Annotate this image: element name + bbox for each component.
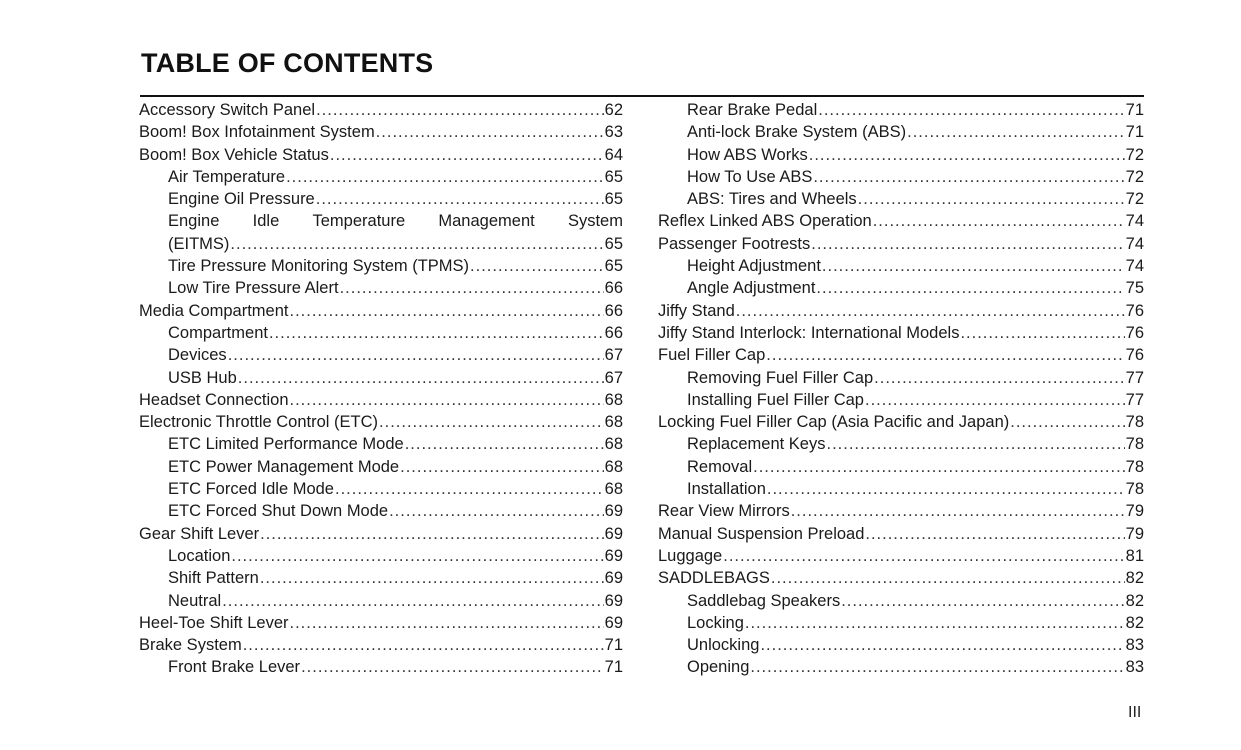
toc-entry-page: 71 bbox=[1125, 123, 1144, 142]
toc-entry-label: Replacement Keys bbox=[687, 435, 826, 454]
page-number: III bbox=[1128, 704, 1142, 721]
toc-entry-page: 66 bbox=[604, 279, 623, 298]
toc-entry-page: 63 bbox=[604, 123, 623, 142]
toc-entry-page: 65 bbox=[604, 234, 623, 253]
toc-entry-page: 72 bbox=[1125, 167, 1144, 186]
toc-entry-page: 67 bbox=[604, 368, 623, 387]
toc-entry-label: How ABS Works bbox=[687, 145, 808, 164]
toc-entry-label: Media Compartment bbox=[139, 301, 289, 320]
toc-entry-label: Manual Suspension Preload bbox=[658, 524, 865, 543]
toc-entry-label: Saddlebag Speakers bbox=[687, 591, 841, 610]
toc-entry-label: Removal bbox=[687, 457, 753, 476]
toc-entry[interactable] bbox=[658, 612, 1144, 634]
toc-entry-page: 72 bbox=[1125, 145, 1144, 164]
toc-entry[interactable] bbox=[139, 545, 623, 567]
toc-entry-label: Boom! Box Infotainment System bbox=[139, 123, 375, 142]
toc-entry-label: How To Use ABS bbox=[687, 167, 813, 186]
toc-entry-page: 67 bbox=[604, 346, 623, 365]
toc-entry-page: 78 bbox=[1125, 435, 1144, 454]
toc-entry-label: Accessory Switch Panel bbox=[139, 101, 316, 119]
toc-entry-label: SADDLEBAGS bbox=[658, 569, 770, 588]
toc-entry-label: Angle Adjustment bbox=[687, 279, 816, 298]
toc-entry-label: Jiffy Stand bbox=[658, 301, 735, 320]
toc-entry-page: 82 bbox=[1125, 591, 1144, 610]
toc-entry-label: ETC Power Management Mode bbox=[168, 457, 400, 476]
toc-entry[interactable] bbox=[139, 612, 623, 634]
toc-entry-page: 78 bbox=[1125, 457, 1144, 476]
toc-entry[interactable] bbox=[139, 456, 623, 478]
toc-word: Temperature bbox=[312, 212, 406, 231]
toc-entry-label: Tire Pressure Monitoring System (TPMS) bbox=[168, 257, 470, 276]
toc-entry-page: 83 bbox=[1125, 636, 1144, 655]
toc-entry-label: ETC Forced Idle Mode bbox=[168, 480, 334, 499]
toc-word: Engine bbox=[168, 212, 220, 231]
toc-entry[interactable] bbox=[658, 210, 1144, 232]
toc-entry[interactable] bbox=[139, 523, 623, 545]
toc-entry-page: 68 bbox=[604, 480, 623, 499]
toc-entry-label: Fuel Filler Cap bbox=[658, 346, 766, 365]
toc-entry[interactable] bbox=[139, 656, 623, 678]
toc-entry-label: Anti-lock Brake System (ABS) bbox=[687, 123, 907, 142]
toc-entry-label: Rear View Mirrors bbox=[658, 502, 790, 521]
toc-entry[interactable] bbox=[139, 344, 623, 366]
toc-entry[interactable] bbox=[139, 433, 623, 455]
toc-entry[interactable] bbox=[139, 367, 623, 389]
toc-entry[interactable] bbox=[658, 523, 1144, 545]
toc-entry-label: Neutral bbox=[168, 591, 222, 610]
toc-entry[interactable] bbox=[658, 433, 1144, 455]
toc-entry-page: 76 bbox=[1125, 301, 1144, 320]
toc-entry-page: 69 bbox=[604, 613, 623, 632]
toc-entry-label: Installation bbox=[687, 480, 766, 499]
toc-entry-label: Height Adjustment bbox=[687, 257, 821, 276]
toc-entry-label: ETC Limited Performance Mode bbox=[168, 435, 404, 454]
toc-entry-label: Shift Pattern bbox=[168, 569, 259, 588]
toc-entry-label: USB Hub bbox=[168, 368, 237, 387]
toc-entry[interactable] bbox=[139, 233, 623, 255]
toc-entry-page: 68 bbox=[604, 390, 623, 409]
toc-entry-page: 75 bbox=[1125, 279, 1144, 298]
toc-entry[interactable] bbox=[139, 277, 623, 299]
toc-entry-page: 74 bbox=[1125, 234, 1144, 253]
toc-entry[interactable] bbox=[658, 233, 1144, 255]
toc-entry[interactable] bbox=[658, 656, 1144, 678]
toc-entry[interactable] bbox=[139, 590, 623, 612]
toc-entry-label: Heel-Toe Shift Lever bbox=[139, 613, 289, 632]
toc-entry[interactable] bbox=[139, 255, 623, 277]
toc-entry[interactable] bbox=[658, 389, 1144, 411]
toc-entry-label: Location bbox=[168, 546, 231, 565]
toc-entry-page: 79 bbox=[1125, 524, 1144, 543]
toc-entry-page: 77 bbox=[1125, 368, 1144, 387]
toc-entry[interactable] bbox=[658, 456, 1144, 478]
toc-entry-page: 71 bbox=[604, 658, 623, 677]
toc-entry-page: 71 bbox=[1125, 101, 1144, 119]
toc-entry-page: 64 bbox=[604, 145, 623, 164]
toc-entry-label: Front Brake Lever bbox=[168, 658, 301, 677]
toc-entry-page: 69 bbox=[604, 524, 623, 543]
page-title: TABLE OF CONTENTS bbox=[141, 48, 434, 78]
toc-entry-page: 69 bbox=[604, 546, 623, 565]
toc-entry-page: 65 bbox=[604, 167, 623, 186]
toc-entry-label: Unlocking bbox=[687, 636, 760, 655]
toc-entry[interactable] bbox=[658, 590, 1144, 612]
toc-entry-label: Brake System bbox=[139, 636, 242, 655]
toc-entry-label: Boom! Box Vehicle Status bbox=[139, 145, 329, 164]
toc-entry-label: Gear Shift Lever bbox=[139, 524, 260, 543]
toc-entry-label: Rear Brake Pedal bbox=[687, 101, 818, 119]
toc-entry-label: Devices bbox=[168, 346, 227, 365]
toc-entry-page: 72 bbox=[1125, 190, 1144, 209]
toc-entry[interactable] bbox=[139, 166, 623, 188]
toc-entry-page: 68 bbox=[604, 413, 623, 432]
toc-entry-label: Jiffy Stand Interlock: International Models bbox=[658, 323, 960, 342]
toc-entry-page: 65 bbox=[604, 257, 623, 276]
toc-word: System bbox=[567, 212, 623, 231]
toc-entry[interactable] bbox=[658, 567, 1144, 589]
toc-entry-label: Air Temperature bbox=[168, 167, 286, 186]
toc-entry-page: 62 bbox=[604, 101, 623, 119]
toc-entry[interactable] bbox=[139, 322, 623, 344]
toc-entry[interactable] bbox=[658, 411, 1144, 433]
toc-entry-label: Removing Fuel Filler Cap bbox=[687, 368, 874, 387]
toc-entry-page: 65 bbox=[604, 190, 623, 209]
toc-entry[interactable] bbox=[139, 144, 623, 166]
toc-entry[interactable] bbox=[658, 255, 1144, 277]
toc-entry-label: Engine Oil Pressure bbox=[168, 190, 315, 209]
toc-word: Idle bbox=[252, 212, 280, 231]
title-rule bbox=[140, 95, 1144, 97]
toc-word: Management bbox=[438, 212, 535, 231]
toc-entry[interactable] bbox=[139, 300, 623, 322]
toc-entry-page: 74 bbox=[1125, 257, 1144, 276]
toc-entry-page: 83 bbox=[1125, 658, 1144, 677]
toc-entry[interactable] bbox=[139, 389, 623, 411]
toc-entry[interactable] bbox=[658, 322, 1144, 344]
toc-entry-page: 78 bbox=[1125, 413, 1144, 432]
toc-entry-label: Passenger Footrests bbox=[658, 234, 811, 253]
toc-entry[interactable] bbox=[658, 166, 1144, 188]
toc-entry[interactable] bbox=[658, 300, 1144, 322]
toc-entry-page: 77 bbox=[1125, 390, 1144, 409]
toc-entry-label: Electronic Throttle Control (ETC) bbox=[139, 413, 379, 432]
toc-entry[interactable] bbox=[139, 121, 623, 143]
toc-entry[interactable] bbox=[658, 99, 1144, 121]
toc-entry[interactable] bbox=[658, 478, 1144, 500]
toc-entry-label: Installing Fuel Filler Cap bbox=[687, 390, 864, 409]
toc-entry-page: 79 bbox=[1125, 502, 1144, 521]
toc-entry[interactable] bbox=[139, 500, 623, 522]
toc-entry-page: 76 bbox=[1125, 323, 1144, 342]
toc-entry-page: 71 bbox=[604, 636, 623, 655]
toc-entry[interactable] bbox=[139, 411, 623, 433]
toc-entry-label: Locking bbox=[687, 613, 744, 632]
toc-entry[interactable] bbox=[658, 144, 1144, 166]
toc-entry-page: 69 bbox=[604, 502, 623, 521]
toc-entry-label: Headset Connection bbox=[139, 390, 289, 409]
toc-entry[interactable] bbox=[139, 99, 623, 121]
toc-entry-page: 69 bbox=[604, 569, 623, 588]
toc-entry-label: ETC Forced Shut Down Mode bbox=[168, 502, 389, 521]
toc-entry[interactable] bbox=[139, 188, 623, 210]
toc-entry-page: 81 bbox=[1125, 546, 1144, 565]
toc-entry-page: 76 bbox=[1125, 346, 1144, 365]
toc-entry-wrapped-line[interactable] bbox=[139, 210, 623, 232]
toc-entry-label: Low Tire Pressure Alert bbox=[168, 279, 339, 298]
toc-entry-label: (EITMS) bbox=[168, 234, 230, 253]
toc-entry-page: 69 bbox=[604, 591, 623, 610]
toc-entry-label: Opening bbox=[687, 658, 750, 677]
toc-entry[interactable] bbox=[139, 634, 623, 656]
toc-entry[interactable] bbox=[658, 188, 1144, 210]
toc-entry[interactable] bbox=[658, 634, 1144, 656]
toc-entry[interactable] bbox=[658, 500, 1144, 522]
toc-entry-page: 68 bbox=[604, 435, 623, 454]
toc-left-column bbox=[139, 99, 623, 679]
toc-entry[interactable] bbox=[658, 277, 1144, 299]
toc-entry-label: Compartment bbox=[168, 323, 268, 342]
toc-entry[interactable] bbox=[658, 121, 1144, 143]
toc-entry-label: Reflex Linked ABS Operation bbox=[658, 212, 872, 231]
toc-entry-page: 68 bbox=[604, 457, 623, 476]
toc-entry-page: 82 bbox=[1125, 569, 1144, 588]
toc-entry-label: Luggage bbox=[658, 546, 723, 565]
toc-entry[interactable] bbox=[658, 367, 1144, 389]
toc-entry-page: 82 bbox=[1125, 613, 1144, 632]
toc-entry-page: 66 bbox=[604, 323, 623, 342]
toc-entry-page: 74 bbox=[1125, 212, 1144, 231]
toc-entry[interactable] bbox=[658, 344, 1144, 366]
toc-entry-page: 78 bbox=[1125, 480, 1144, 499]
toc-entry[interactable] bbox=[139, 567, 623, 589]
toc-right-column bbox=[658, 99, 1144, 679]
toc-entry[interactable] bbox=[139, 478, 623, 500]
toc-entry-page: 66 bbox=[604, 301, 623, 320]
toc-entry[interactable] bbox=[658, 545, 1144, 567]
toc-entry-label: Locking Fuel Filler Cap (Asia Pacific and Japan) bbox=[658, 413, 1010, 432]
toc-entry-label: ABS: Tires and Wheels bbox=[687, 190, 857, 209]
